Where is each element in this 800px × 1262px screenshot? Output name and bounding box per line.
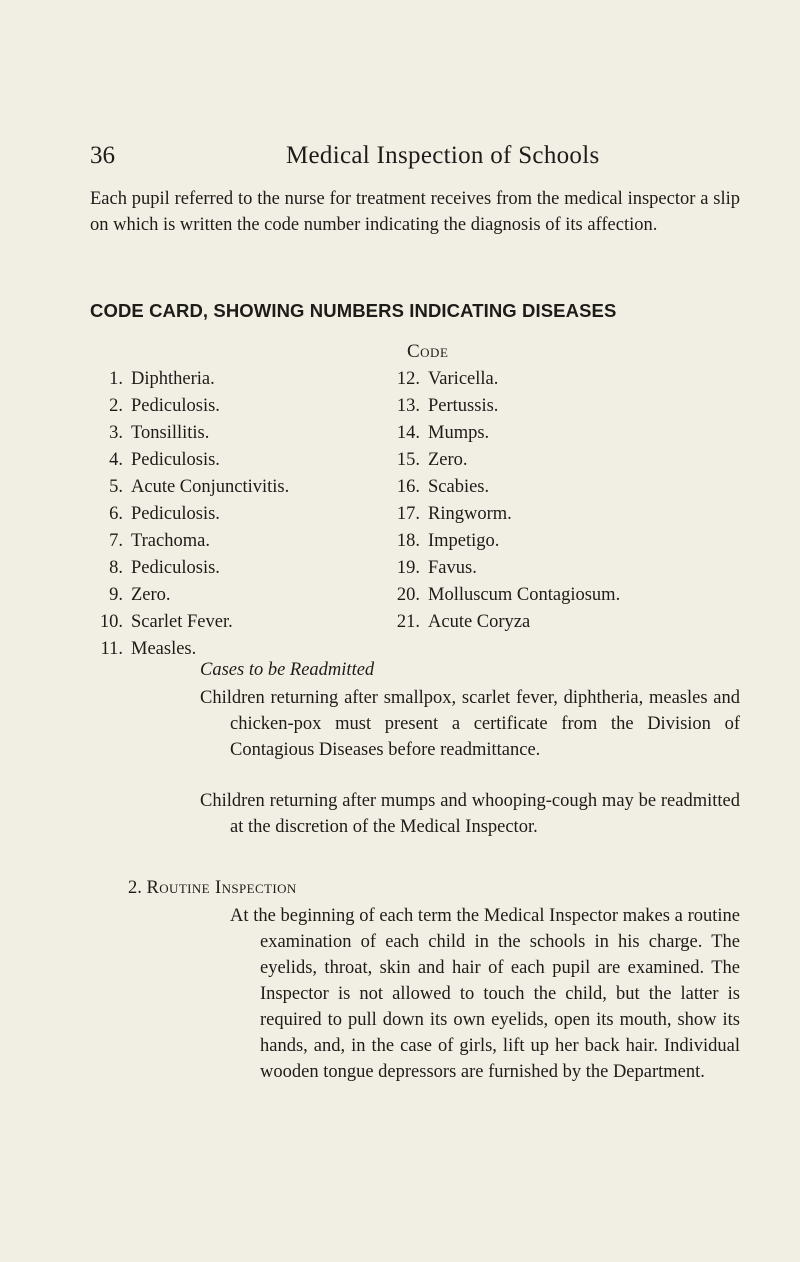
- code-item: 8. Pediculosis.: [109, 558, 220, 578]
- readmitted-heading: Cases to be Readmitted: [200, 660, 375, 680]
- code-item: 20. Molluscum Contagiosum.: [396, 585, 621, 605]
- code-item: 3. Tonsillitis.: [109, 423, 210, 443]
- intro-paragraph: Each pupil referred to the nurse for treatment receives from the medical inspector a slip on which is written the code number indicating the diagnosis of its affection.: [90, 189, 740, 235]
- code-heading: Code: [407, 341, 449, 362]
- code-item: 19. Favus.: [396, 558, 477, 578]
- code-item: 11. Measles.: [100, 639, 197, 659]
- section-number: 2.: [128, 878, 142, 898]
- readmitted-paragraph-1: Children returning after smallpox, scarlet fever, diphtheria, measles and chicken-pox must present a certificate from the Division of Contagious Diseases before readmittance.: [200, 688, 740, 760]
- code-item: 10. Scarlet Fever.: [99, 612, 233, 632]
- code-item: 13. Pertussis.: [396, 396, 499, 416]
- code-item: 2. Pediculosis.: [109, 396, 220, 416]
- code-item: 21. Acute Coryza: [396, 612, 531, 632]
- code-item: 17. Ringworm.: [396, 504, 512, 524]
- code-item: 6. Pediculosis.: [109, 504, 220, 524]
- section-title: Routine Inspection: [146, 878, 297, 898]
- readmitted-paragraph-2: Children returning after mumps and whooping-cough may be readmitted at the discretion of the Medical Inspector.: [200, 791, 740, 837]
- code-item: 12. Varicella.: [396, 369, 499, 389]
- routine-paragraph: At the beginning of each term the Medical Inspector makes a routine examination of each child in the schools in his charge. The eyelids, throat, skin and hair of each pupil are examined. The Inspector is not allowed to touch the child, but the latter is required to pull down its own eyelids, open its mouth, show its hands, and, in the case of girls, lift up her back hair. Individual wooden tongue depressors are furnished by the Department.: [230, 906, 740, 1082]
- code-item: 4. Pediculosis.: [109, 450, 220, 470]
- page-header: [0, 142, 800, 182]
- page-number: 36: [90, 142, 115, 169]
- running-head: Medical Inspection of Schools: [286, 142, 600, 169]
- code-card-title: CODE CARD, SHOWING NUMBERS INDICATING DISEASES: [90, 300, 617, 321]
- code-item: 7. Trachoma.: [109, 531, 210, 551]
- code-list-left: [95, 366, 289, 663]
- code-item: 14. Mumps.: [396, 423, 490, 443]
- routine-heading: [128, 878, 297, 899]
- code-list-right: [386, 366, 620, 636]
- code-item: 16. Scabies.: [396, 477, 490, 497]
- code-item: 5. Acute Conjunctivitis.: [109, 477, 290, 497]
- code-item: 9. Zero.: [109, 585, 171, 605]
- code-item: 15. Zero.: [396, 450, 468, 470]
- code-item: 18. Impetigo.: [396, 531, 500, 551]
- code-item: 1. Diphtheria.: [109, 369, 215, 389]
